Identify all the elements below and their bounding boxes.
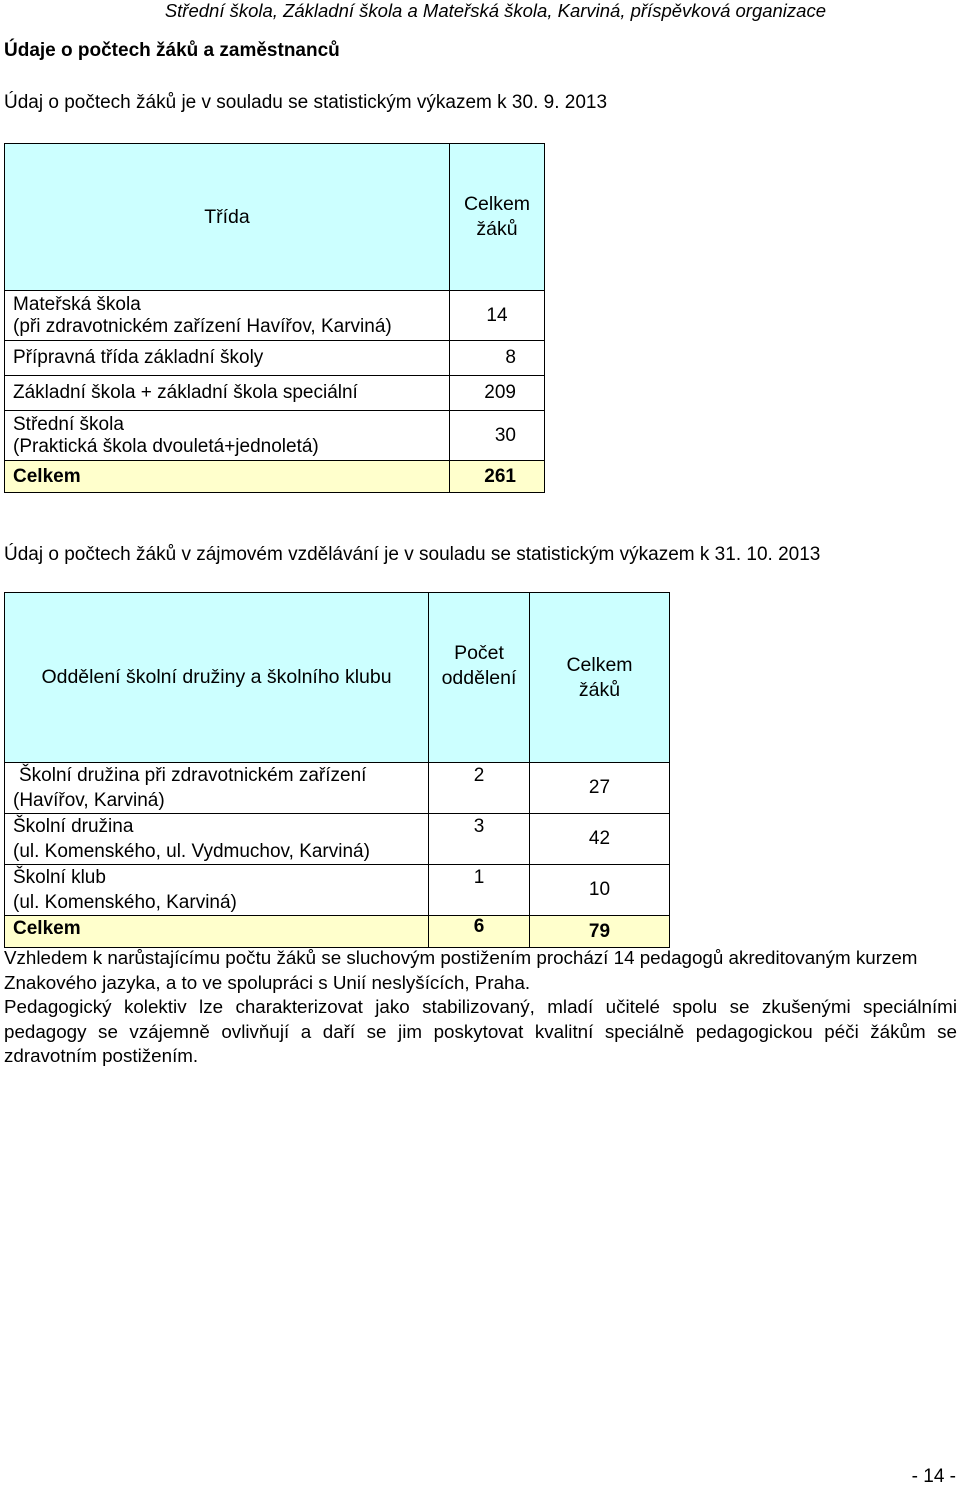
table-row <box>5 376 545 411</box>
leisure-table <box>4 592 670 948</box>
body-text <box>4 946 957 1069</box>
row-value: 30 <box>450 411 545 461</box>
row-label <box>5 411 450 461</box>
row-label-line1: Střední škola <box>13 413 124 435</box>
page-number: - 14 - <box>911 1466 956 1487</box>
col-total-header <box>530 593 670 763</box>
note-students: Údaj o počtech žáků je v souladu se statistickým výkazem k 30. 9. 2013 <box>4 92 608 113</box>
row-label-line2: (Havířov, Karviná) <box>13 790 165 811</box>
total-row <box>5 461 545 493</box>
table-header-row <box>5 593 670 763</box>
row-label-line1: Školní družina <box>13 816 134 837</box>
col-class-header: Třída <box>5 144 450 291</box>
row-label <box>5 291 450 341</box>
row-label-line1: Školní klub <box>13 867 106 888</box>
paragraph-staff: Pedagogický kolektiv lze charakterizovat jako stabilizovaný, mladí učitelé spolu se zkušenými speciálními pedagogy se vzájemně ovlivňují a daří se jim poskytovat kvalitní speciálně pedagogickou péči žákům se zdravotním postižením. <box>4 996 957 1066</box>
row-label: Základní škola + základní škola speciální <box>5 376 450 411</box>
row-label-line1: Školní družina při zdravotnickém zařízení <box>19 765 367 786</box>
paragraph-training: Vzhledem k narůstajícímu počtu žáků se sluchovým postižením prochází 14 pedagogů akreditovaným kurzem Znakového jazyka, a to ve spolupráci s Unií neslyšících, Praha. <box>4 947 918 993</box>
row-label <box>5 814 429 865</box>
table-header-row <box>5 144 545 291</box>
students-table <box>4 143 545 493</box>
row-label-line1: Mateřská škola <box>13 293 141 315</box>
row-label-line2: (Praktická škola dvouletá+jednoletá) <box>13 435 319 457</box>
total-value: 79 <box>530 916 670 948</box>
row-label <box>5 763 429 814</box>
col-dept-header: Oddělení školní družiny a školního klubu <box>5 593 429 763</box>
table-row <box>5 411 545 461</box>
row-total: 42 <box>530 814 670 865</box>
row-label-line2: (ul. Komenského, Karviná) <box>13 892 237 913</box>
row-value: 14 <box>450 291 545 341</box>
row-value: 8 <box>450 341 545 376</box>
section-title: Údaje o počtech žáků a zaměstnanců <box>4 40 340 61</box>
col-count-header <box>429 593 530 763</box>
row-count: 2 <box>429 763 530 814</box>
table-row <box>5 341 545 376</box>
row-label <box>5 865 429 916</box>
col-count-header-line2: oddělení <box>441 666 517 689</box>
total-row <box>5 916 670 948</box>
row-label: Přípravná třída základní školy <box>5 341 450 376</box>
total-label: Celkem <box>5 461 450 493</box>
note-leisure: Údaj o počtech žáků v zájmovém vzdělávání je v souladu se statistickým výkazem k 31. 10. 2013 <box>4 544 821 565</box>
document-header: Střední škola, Základní škola a Mateřská škola, Karviná, příspěvková organizace <box>164 0 826 21</box>
total-value: 261 <box>450 461 545 493</box>
row-count: 1 <box>429 865 530 916</box>
col-total-header-line1: Celkem <box>566 653 633 676</box>
row-count: 3 <box>429 814 530 865</box>
total-count: 6 <box>429 916 530 948</box>
table-row <box>5 865 670 916</box>
table-row <box>5 814 670 865</box>
col-count-header-line1: Počet <box>454 641 504 664</box>
row-label-line2: (ul. Komenského, ul. Vydmuchov, Karviná) <box>13 841 370 862</box>
row-value: 209 <box>450 376 545 411</box>
row-label-line2: (při zdravotnickém zařízení Havířov, Karviná) <box>13 315 392 337</box>
table-row <box>5 291 545 341</box>
col-total-header <box>450 144 545 291</box>
col-total-header-line2: žáků <box>476 218 518 240</box>
col-total-header-line1: Celkem <box>463 193 531 215</box>
total-label: Celkem <box>5 916 429 948</box>
row-total: 10 <box>530 865 670 916</box>
row-total: 27 <box>530 763 670 814</box>
table-row <box>5 763 670 814</box>
col-total-header-line2: žáků <box>578 678 621 701</box>
